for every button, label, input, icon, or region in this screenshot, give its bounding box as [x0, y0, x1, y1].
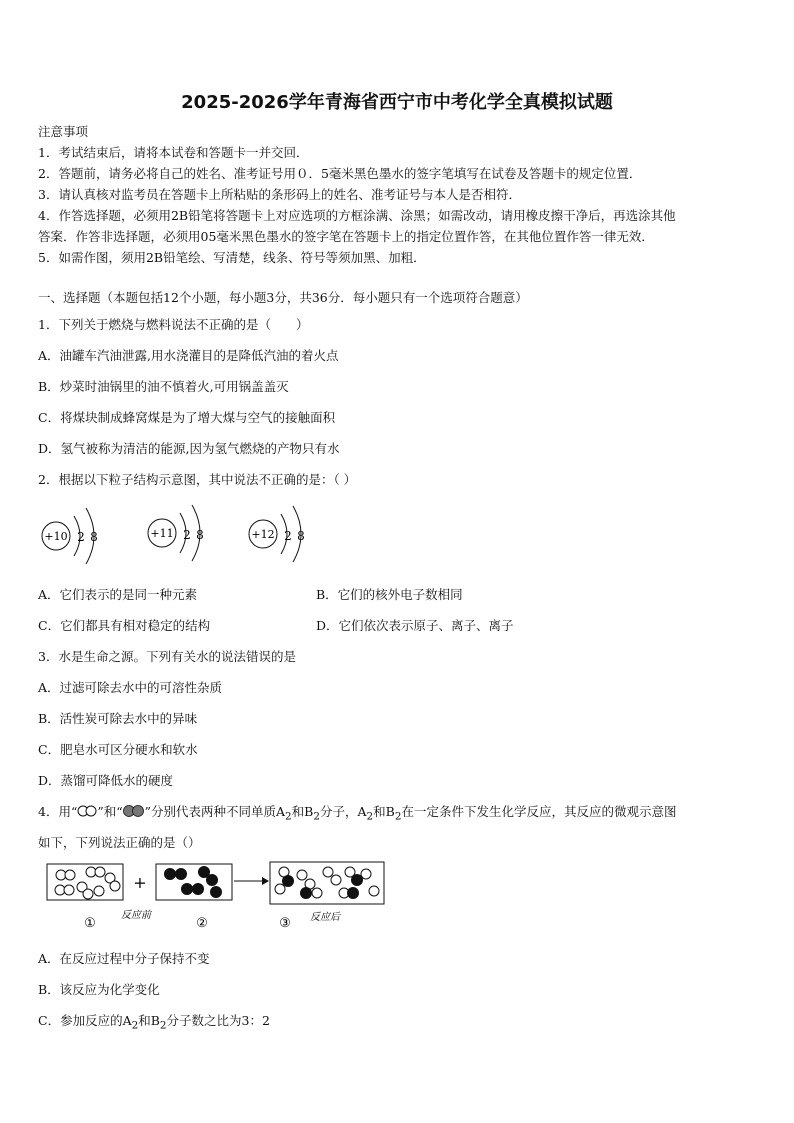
atomic-structure-diagram [36, 498, 336, 568]
option-text: 分子数之比为3：2 [166, 1013, 270, 1028]
stem-text: 和B [291, 804, 314, 819]
notice-item: 3．请认真核对监考员在答题卡上所粘贴的条形码上的姓名、准考证号与本人是否相符． [38, 187, 521, 202]
reactant-box-2 [156, 864, 232, 900]
question-4-option-b: B．该反应为化学变化 [38, 982, 160, 997]
question-3-option-c: C．肥皂水可区分硬水和软水 [38, 742, 198, 757]
question-1-option-a: A．油罐车汽油泄露,用水浇灌目的是降低汽油的着火点 [38, 348, 339, 363]
reaction-diagram [44, 860, 394, 936]
notice-heading: 注意事项 [38, 124, 89, 139]
question-1-option-b: B．炒菜时油锅里的油不慎着火,可用锅盖盖灭 [38, 379, 289, 394]
page-title: 2025-2026学年青海省西宁市中考化学全真模拟试题 [181, 92, 613, 113]
question-2-option-a: A．它们表示的是同一种元素 [38, 587, 198, 602]
shell-1-count: 2 [183, 528, 191, 542]
question-3-option-a: A．过滤可除去水中的可溶性杂质 [38, 680, 223, 695]
reaction-arrow [234, 877, 269, 885]
question-4-option-a: A．在反应过程中分子保持不变 [38, 951, 210, 966]
subscript: 2 [159, 1019, 167, 1032]
label-after: 反应后 [310, 912, 340, 923]
nucleus-label: +10 [44, 530, 68, 543]
notice-item: 5．如需作图，须用2B铅笔绘、写清楚，线条、符号等须加黑、加粗． [38, 250, 426, 265]
notice-item: 答案．作答非选择题，必须用05毫米黑色墨水的签字笔在答题卡上的指定位置作答，在其他位置作答一律无效． [38, 229, 654, 244]
question-2-option-b: B．它们的核外电子数相同 [316, 587, 463, 602]
option-text: C．参加反应的A [38, 1013, 132, 1028]
shell-2-count: 8 [297, 529, 305, 543]
subscript: 2 [394, 810, 402, 823]
question-4-stem-line2: 如下，下列说法正确的是（） [38, 835, 201, 850]
question-2-option-d: D．它们依次表示原子、离子、离子 [316, 618, 514, 633]
notice-item: 4．作答选择题，必须用2B铅笔将答题卡上对应选项的方框涂满、涂黑；如需改动，请用橡皮擦干净后，再选涂其他 [38, 208, 676, 223]
notice-item: 1．考试结束后，请将本试卷和答题卡一并交回． [38, 145, 309, 160]
reactant-box-1 [47, 864, 123, 900]
atom-structure-1 [42, 508, 98, 564]
plus-sign: + [133, 873, 147, 892]
question-1-option-d: D．氢气被称为清洁的能源,因为氢气燃烧的产物只有水 [38, 441, 340, 456]
question-2-stem: 2．根据以下粒子结构示意图，其中说法不正确的是：（ ） [38, 472, 357, 487]
question-4-option-c [38, 1011, 270, 1032]
label-3: ③ [279, 916, 291, 931]
nucleus-label: +12 [251, 528, 275, 541]
atom-structure-3 [249, 506, 305, 562]
b2-molecule-icon [123, 805, 145, 817]
section-heading: 一、选择题（本题包括12个小题，每小题3分，共36分．每小题只有一个选项符合题意） [38, 290, 528, 305]
stem-text: 在一定条件下发生化学反应，其反应的微观示意图 [401, 804, 677, 819]
label-2: ② [196, 916, 208, 931]
shell-1-count: 2 [284, 529, 292, 543]
subscript: 2 [313, 810, 320, 823]
question-3-option-b: B．活性炭可除去水中的异味 [38, 711, 198, 726]
question-3-stem: 3．水是生命之源。下列有关水的说法错误的是 [38, 649, 296, 664]
question-3-option-d: D．蒸馏可降低水的硬度 [38, 773, 174, 788]
nucleus-label: +11 [150, 527, 174, 540]
question-2-option-c: C．它们都具有相对稳定的结构 [38, 618, 211, 633]
stem-text: 分子，A [319, 804, 367, 819]
label-1: ① [84, 916, 96, 931]
atom-structure-2 [148, 505, 204, 561]
stem-text: ”分别代表两种不同单质A [144, 804, 286, 819]
notice-item: 2．答题前，请务必将自己的姓名、准考证号用０．5毫米黑色墨水的签字笔填写在试卷及答题卡的规定位置． [38, 166, 642, 181]
question-1-stem: 1．下列关于燃烧与燃料说法不正确的是（ ） [38, 317, 309, 332]
question-4-stem [38, 802, 676, 823]
subscript: 2 [285, 810, 292, 823]
stem-text: ”和“ [97, 804, 123, 819]
stem-text: 和B [373, 804, 395, 819]
question-1-option-c: C．将煤块制成蜂窝煤是为了增大煤与空气的接触面积 [38, 410, 336, 425]
subscript: 2 [131, 1019, 139, 1032]
shell-1-count: 2 [77, 530, 85, 544]
label-before: 反应前 [121, 910, 151, 921]
shell-2-count: 8 [90, 530, 98, 544]
a2-molecule-icon [77, 805, 97, 817]
stem-text: 4．用“ [38, 804, 78, 819]
product-box [270, 862, 384, 904]
shell-2-count: 8 [196, 528, 204, 542]
option-text: 和B [138, 1013, 160, 1028]
subscript: 2 [366, 810, 374, 823]
